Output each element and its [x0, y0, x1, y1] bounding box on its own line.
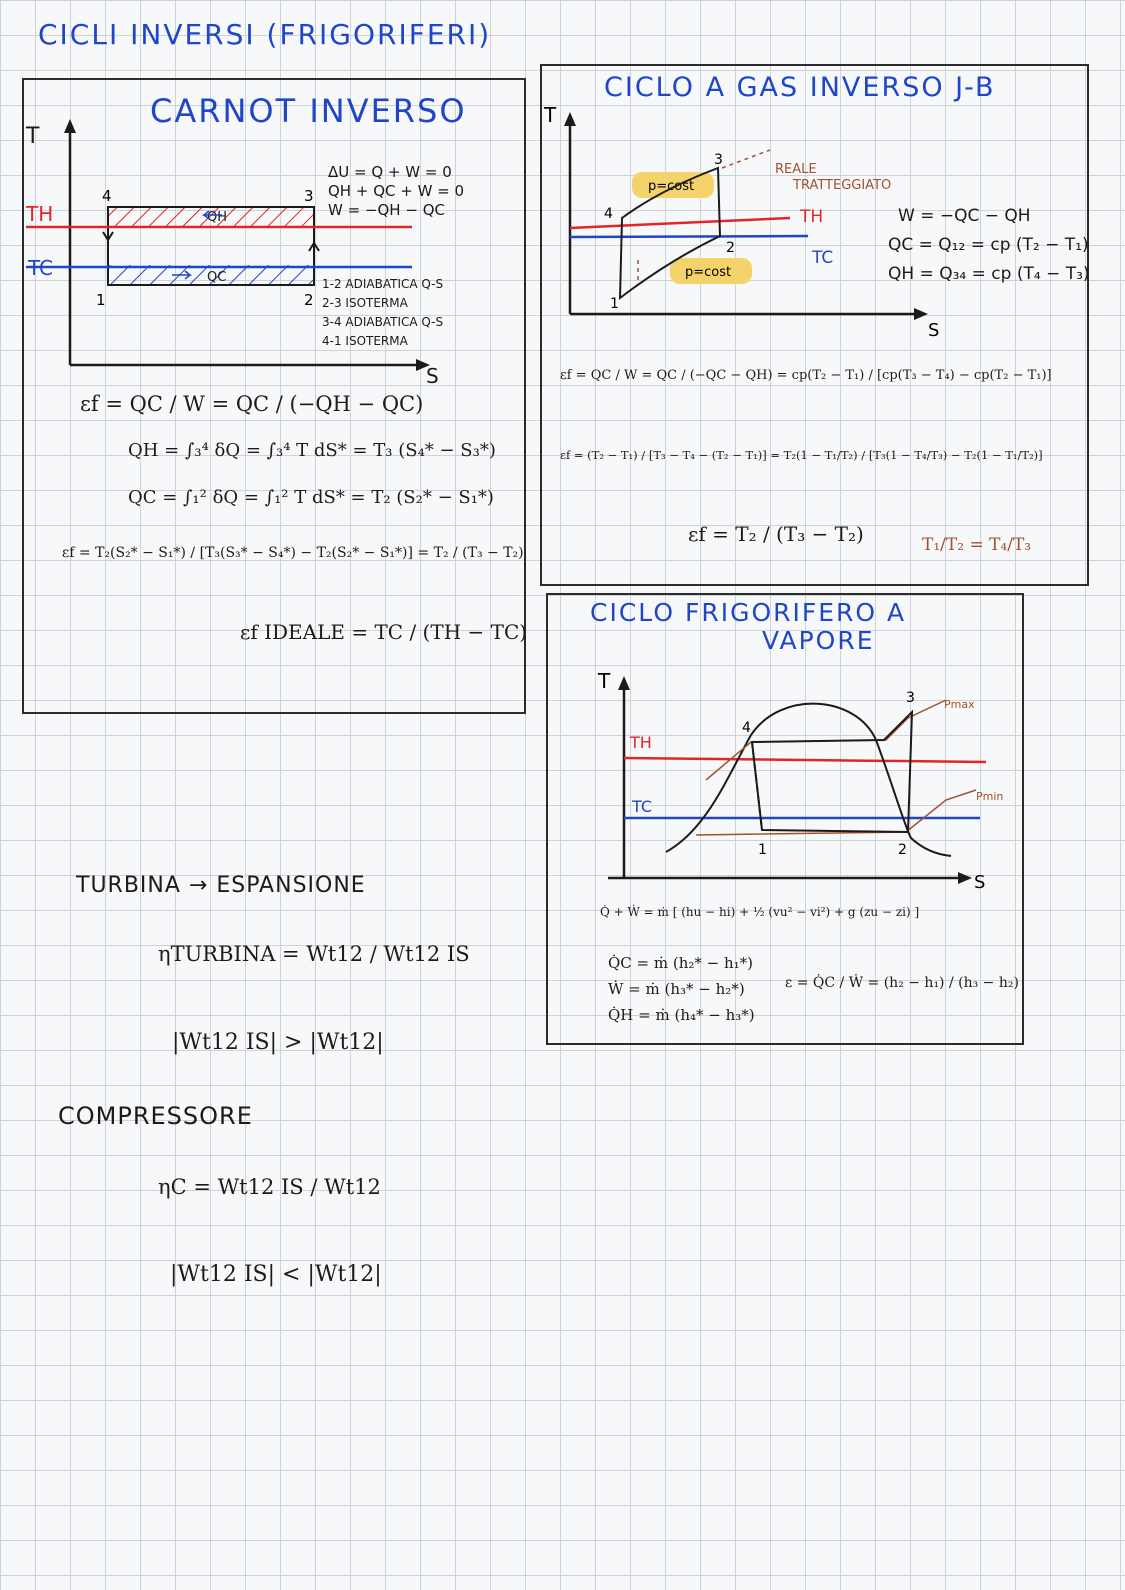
jb-tc-line	[570, 236, 808, 237]
vapore-pmin: Pmin	[976, 790, 1004, 803]
jb-th-line	[570, 218, 790, 228]
jb-pcost-bottom: p=cost	[685, 265, 732, 280]
vapore-th-line	[624, 758, 986, 762]
vapore-energy-balance: Q̇ + Ẇ = ṁ [ (hu − hi) + ½ (vu² − vi²) + g (zu − zi) ]	[600, 905, 920, 919]
carnot-legend1: 1-2 ADIABATICA Q-S	[322, 277, 444, 291]
turbina-title: TURBINA → ESPANSIONE	[76, 873, 366, 898]
turbina-eta: ηTURBINA = Wt12 / Wt12 IS	[158, 942, 470, 966]
carnot-eq3: W = −QH − QC	[328, 201, 445, 219]
carnot-tc-label: TC	[28, 256, 54, 280]
carnot-pt2: 2	[304, 291, 314, 309]
jb-pcost-top: p=cost	[648, 179, 695, 194]
jb-formula-eps: εf = QC / W = QC / (−QC − QH) = cp(T₂ − T₁) / [cp(T₃ − T₄) − cp(T₂ − T₁)]	[560, 368, 1052, 383]
jb-pt1: 1	[610, 296, 619, 312]
jb-formula-eps-final: εf = T₂ / (T₃ − T₂)	[688, 522, 864, 546]
jb-axis-t-label: T	[544, 103, 557, 127]
jb-pt3: 3	[714, 152, 723, 168]
carnot-pt1: 1	[96, 291, 106, 309]
jb-formula-eps-temp: εf = (T₂ − T₁) / [T₃ − T₄ − (T₂ − T₁)] = T₂(1 − T₁/T₂) / [T₃(1 − T₄/T₃) − T₂(1 − T₁/T₂)]	[560, 448, 1043, 462]
compressore-ineq: |Wt12 IS| < |Wt12|	[170, 1262, 382, 1287]
carnot-pt3: 3	[304, 187, 314, 205]
vapore-th-label: TH	[630, 733, 652, 752]
carnot-formula-eps-temp: εf = T₂(S₂* − S₁*) / [T₃(S₃* − S₄*) − T₂(S₂* − S₁*)] = T₂ / (T₃ − T₂)	[62, 545, 524, 561]
carnot-legend3: 3-4 ADIABATICA Q-S	[322, 315, 444, 329]
carnot-qc-label: QC	[207, 270, 227, 285]
vapore-axis-t-label: T	[598, 669, 611, 693]
carnot-eq2: QH + QC + W = 0	[328, 182, 465, 200]
vapore-pt2: 2	[898, 842, 907, 858]
carnot-axis-s-label: S	[426, 364, 439, 388]
vapore-pt1: 1	[758, 842, 767, 858]
vapore-e2: Ẇ = ṁ (h₃* − h₂*)	[608, 980, 745, 998]
carnot-pt4: 4	[102, 187, 112, 205]
jb-th-label: TH	[800, 207, 824, 227]
carnot-legend2: 2-3 ISOTERMA	[322, 296, 408, 310]
carnot-formula-eps-ideal: εf IDEALE = TC / (TH − TC)	[240, 620, 528, 644]
carnot-eq1: ΔU = Q + W = 0	[328, 163, 452, 181]
carnot-qh-label: QH	[207, 210, 228, 225]
jb-title: CICLO A GAS INVERSO J-B	[604, 72, 996, 103]
page-title: CICLI INVERSI (FRIGORIFERI)	[38, 18, 492, 51]
jb-pt4: 4	[604, 206, 613, 222]
jb-tc-label: TC	[812, 248, 834, 268]
turbina-ineq: |Wt12 IS| > |Wt12|	[172, 1030, 384, 1055]
jb-pt2: 2	[726, 240, 735, 256]
jb-eq1: W = −QC − QH	[898, 206, 1031, 226]
vapore-eps: ε = Q̇C / Ẇ = (h₂ − h₁) / (h₃ − h₂)	[785, 975, 1019, 991]
vapore-pmax: Pmax	[944, 698, 975, 711]
jb-axis-s-label: S	[928, 320, 940, 340]
jb-formula-ratio: T₁/T₂ = T₄/T₃	[922, 535, 1032, 555]
vapore-title-1: CICLO FRIGORIFERO A	[590, 598, 907, 627]
vapore-e3: Q̇H = ṁ (h₄* − h₃*)	[608, 1006, 755, 1024]
jb-eq3: QH = Q₃₄ = cp (T₄ − T₃)	[888, 264, 1090, 284]
jb-diagram	[540, 100, 940, 340]
vapore-pt3: 3	[906, 690, 915, 706]
carnot-axis-t-label: T	[26, 124, 40, 149]
carnot-diagram	[22, 115, 522, 390]
compressore-eta: ηC = Wt12 IS / Wt12	[158, 1175, 381, 1199]
vapore-pt4: 4	[742, 720, 751, 736]
jb-reale: REALE	[775, 162, 817, 177]
carnot-title: CARNOT INVERSO	[150, 92, 467, 130]
carnot-formula-qh: QH = ∫₃⁴ δQ = ∫₃⁴ T dS* = T₃ (S₄* − S₃*)	[128, 440, 496, 461]
carnot-th-label: TH	[26, 202, 54, 226]
vapore-diagram	[546, 660, 1020, 900]
carnot-legend4: 4-1 ISOTERMA	[322, 334, 408, 348]
vapore-axis-s-label: S	[974, 872, 986, 893]
compressore-title: COMPRESSORE	[58, 1102, 253, 1130]
jb-tratteggiato: TRATTEGGIATO	[793, 178, 892, 193]
carnot-formula-eps: εf = QC / W = QC / (−QH − QC)	[80, 392, 424, 416]
jb-eq2: QC = Q₁₂ = cp (T₂ − T₁)	[888, 235, 1089, 255]
vapore-tc-label: TC	[632, 797, 653, 816]
vapore-title-2: VAPORE	[762, 626, 875, 655]
vapore-e1: Q̇C = ṁ (h₂* − h₁*)	[608, 954, 754, 972]
carnot-formula-qc: QC = ∫₁² δQ = ∫₁² T dS* = T₂ (S₂* − S₁*)	[128, 487, 494, 508]
